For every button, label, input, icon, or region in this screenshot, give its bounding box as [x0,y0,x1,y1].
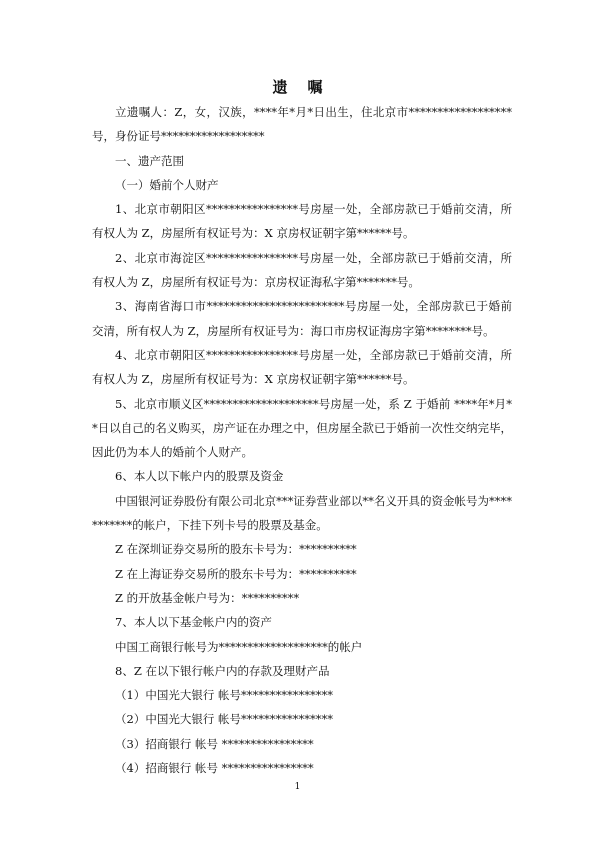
shenzhen-shareholder-card: Z 在深圳证券交易所的股东卡号为：********** [115,542,357,557]
item-heading-stocks: 6、本人以下帐户内的股票及资金 [115,469,284,484]
icbc-account: 中国工商银行帐号为*******************的帐户 [115,639,363,654]
testator-paragraph: 立遗嘱人：Z，女，汉族，****年*月*日出生，住北京市******************号，身份证号****************** [92,105,512,144]
property-item-5: 5、北京市顺义区********************号房屋一处，系 Z 于婚前 ****年*月**日以自己的名义购买，房产证在办理之中，但房屋全款已于婚前一次性交纳完毕，因此仍为本人的婚前个人财产。 [92,396,512,460]
item-heading-bank-deposits: 8、Z 在以下银行帐户内的存款及理财产品 [115,663,330,678]
bank-account-1: （1）中国光大银行 帐号**************** [115,688,333,703]
fund-account: Z 的开放基金帐户号为：********** [115,590,300,605]
page-number: 1 [294,782,301,792]
section-heading-estate-scope: 一、遗产范围 [115,153,184,168]
item-heading-fund-assets: 7、本人以下基金帐户内的资产 [115,615,272,630]
title-char-1: 遗 [272,78,288,96]
property-item-4: 4、北京市朝阳区****************号房屋一处，全部房款已于婚前交清，所有权人为 Z，房屋所有权证号为：X 京房权证朝字第******号。 [92,347,512,387]
property-item-1: 1、北京市朝阳区****************号房屋一处，全部房款已于婚前交清，所有权人为 Z，房屋所有权证号为：X 京房权证朝字第******号。 [92,202,512,241]
document-body [92,100,512,780]
property-item-2: 2、北京市海淀区****************号房屋一处，全部房款已于婚前交清，所有权人为 Z，房屋所有权证号为：京房权证海私字第*******号。 [92,250,512,290]
title-char-2: 嘱 [307,78,323,96]
securities-account-paragraph: 中国银河证券股份有限公司北京***证券营业部以**名义开具的资金帐号为***********的帐户，下挂下列卡号的股票及基金。 [92,493,512,533]
bank-account-2: （2）中国光大银行 帐号**************** [115,712,333,727]
bank-account-3: （3）招商银行 帐号 **************** [115,736,314,751]
shanghai-shareholder-card: Z 在上海证券交易所的股东卡号为：********** [115,566,357,581]
subsection-heading-premarital-property: （一）婚前个人财产 [115,177,219,192]
property-item-3: 3、海南省海口市************************号房屋一处，全部房款已于婚前交清，所有权人为 Z，房屋所有权证号为：海口市房权证海房字第********号。 [92,299,512,338]
bank-account-4: （4）招商银行 帐号 **************** [115,761,314,776]
document-title [0,76,595,97]
